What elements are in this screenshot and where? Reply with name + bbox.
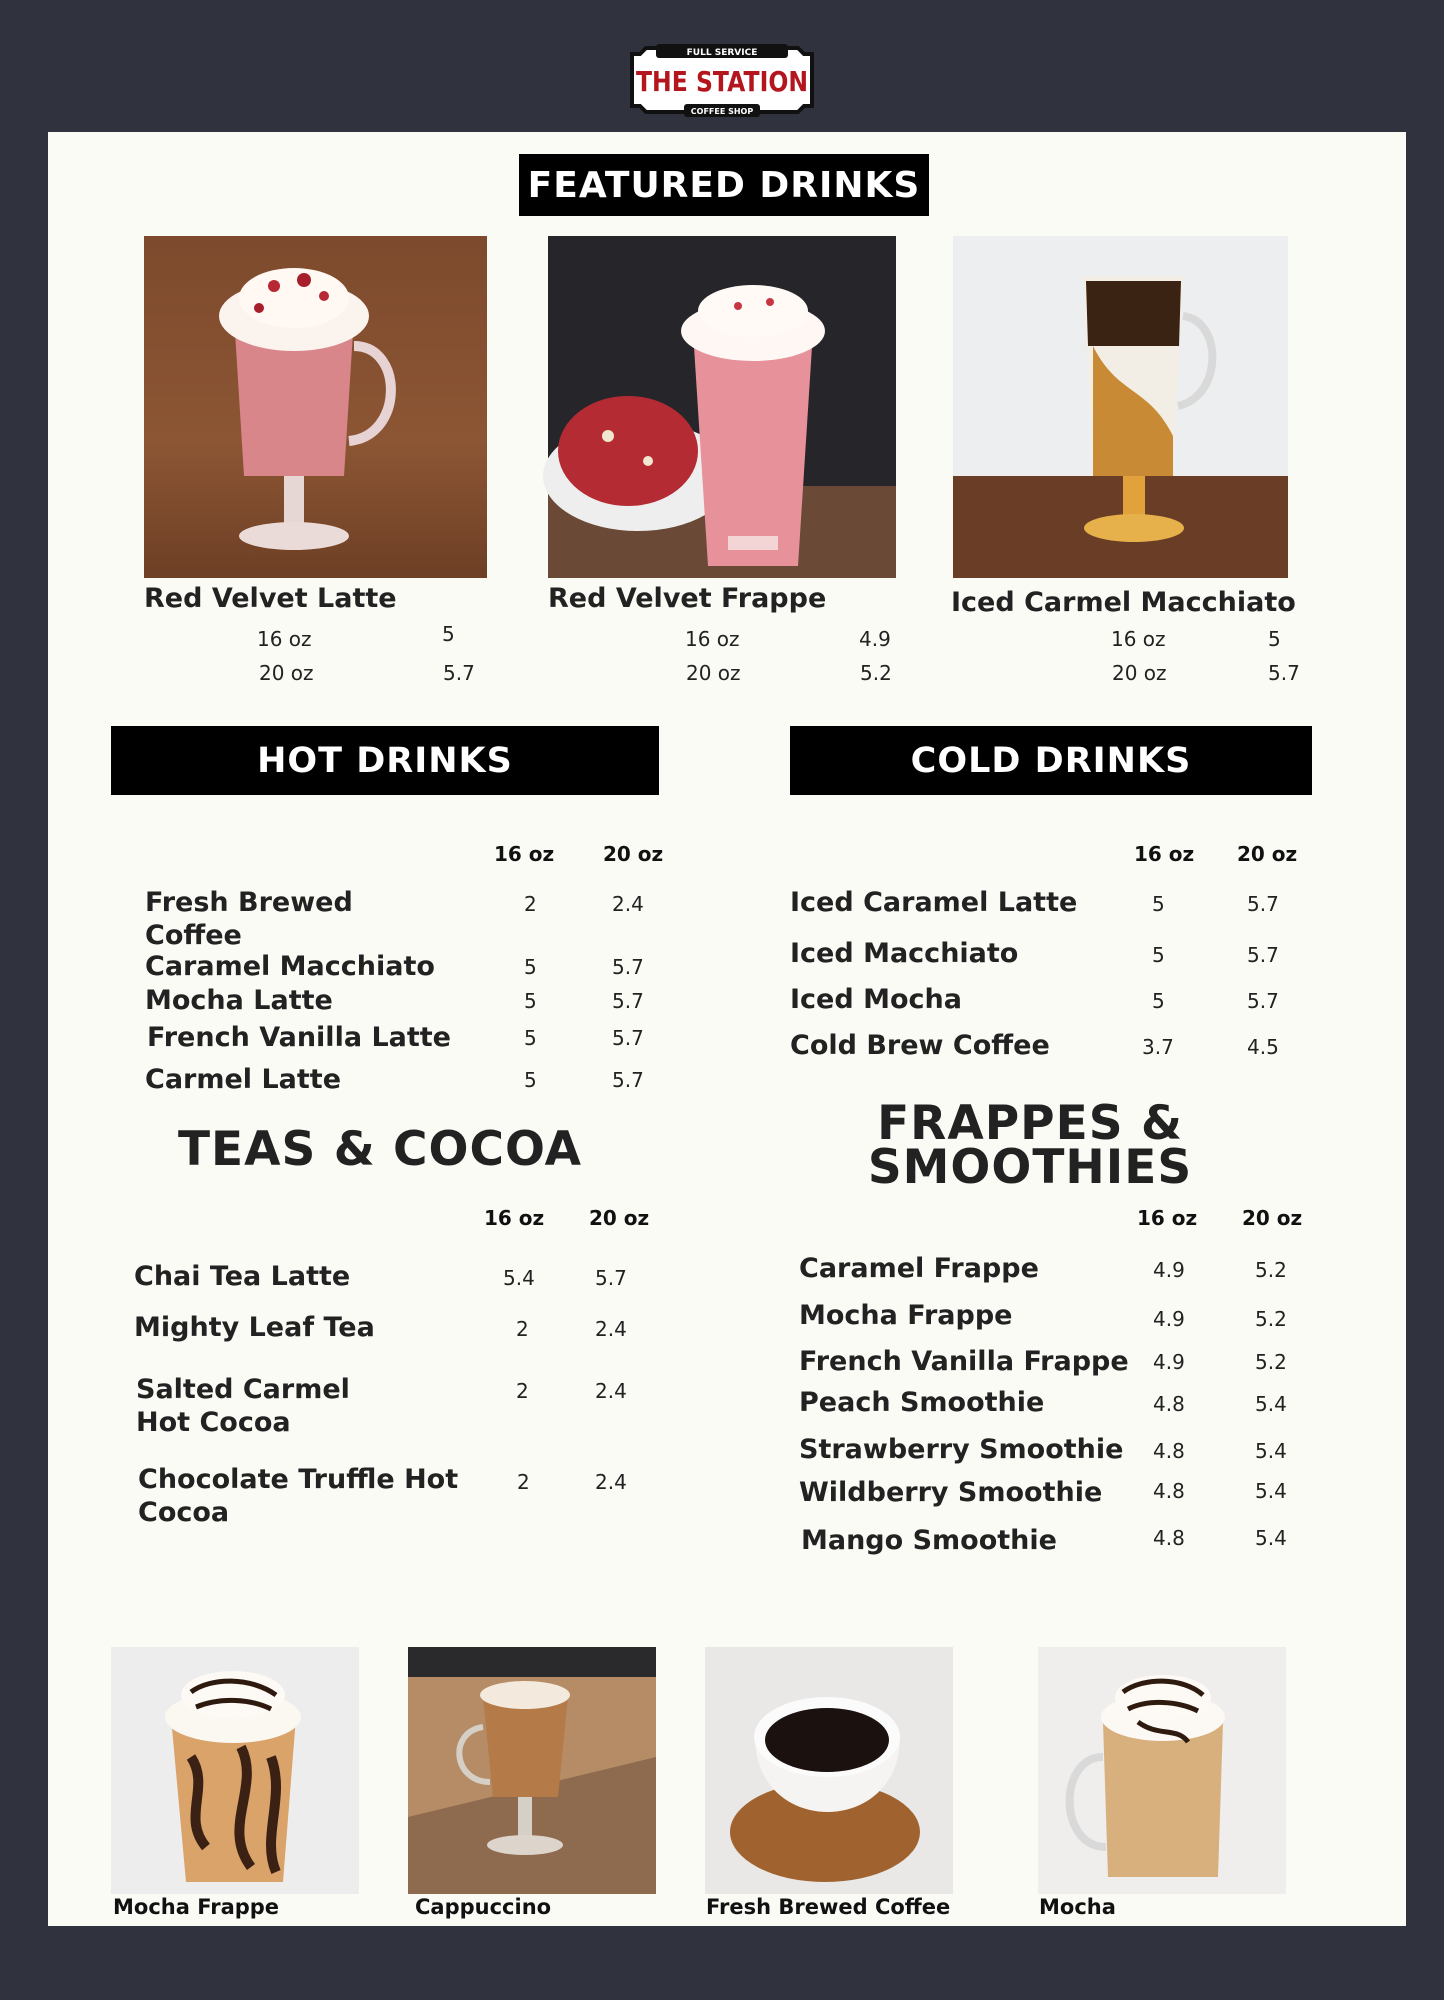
frappes-price-20: 5.4 — [1255, 1526, 1287, 1550]
cold-price-16: 5 — [1152, 943, 1165, 967]
gallery-caption: Fresh Brewed Coffee — [706, 1895, 951, 1919]
featured-title: FEATURED DRINKS — [527, 164, 921, 206]
teas-col-16: 16 oz — [484, 1206, 545, 1230]
cold-item-name: Iced Macchiato — [790, 938, 1019, 969]
hot-price-20: 5.7 — [612, 955, 644, 979]
teas-col-20: 20 oz — [589, 1206, 650, 1230]
teas-cocoa-title: TEAS & COCOA — [177, 1122, 583, 1177]
frappes-price-20: 5.2 — [1255, 1307, 1287, 1331]
frappes-price-16: 4.8 — [1153, 1479, 1185, 1503]
cold-price-20: 5.7 — [1247, 892, 1279, 916]
teas-price-16: 5.4 — [503, 1266, 535, 1290]
frappes-price-20: 5.4 — [1255, 1439, 1287, 1463]
featured-size: 16 oz — [685, 627, 740, 651]
teas-price-16: 2 — [517, 1470, 530, 1494]
frappes-price-20: 5.2 — [1255, 1350, 1287, 1374]
gallery-caption: Mocha — [1039, 1895, 1116, 1919]
featured-size: 20 oz — [686, 661, 741, 685]
featured-item-name: Iced Carmel Macchiato — [951, 587, 1296, 618]
frappes-col-16: 16 oz — [1137, 1206, 1198, 1230]
station-logo — [626, 40, 818, 120]
hot-item-name: French Vanilla Latte — [147, 1022, 451, 1053]
cold-item-name: Iced Caramel Latte — [790, 887, 1078, 918]
logo-name: THE STATION — [636, 65, 808, 98]
hot-price-16: 5 — [524, 1068, 537, 1092]
frappes-price-16: 4.9 — [1153, 1307, 1185, 1331]
featured-item-name: Red Velvet Latte — [144, 583, 397, 614]
cold-col-20: 20 oz — [1237, 842, 1298, 866]
hot-price-16: 5 — [524, 955, 537, 979]
hot-price-20: 2.4 — [612, 892, 644, 916]
logo-bottom-text: COFFEE SHOP — [690, 107, 754, 116]
frappes-price-16: 4.8 — [1153, 1439, 1185, 1463]
gallery-caption: Cappuccino — [415, 1895, 552, 1919]
cold-col-16: 16 oz — [1134, 842, 1195, 866]
frappes-item-name: Strawberry Smoothie — [799, 1434, 1124, 1465]
frappes-price-16: 4.9 — [1153, 1258, 1185, 1282]
teas-price-20: 2.4 — [595, 1379, 627, 1403]
cappuccino-photo — [408, 1647, 656, 1894]
hot-item-name: Mocha Latte — [145, 985, 333, 1016]
hot-col-20: 20 oz — [603, 842, 664, 866]
hot-col-16: 16 oz — [494, 842, 555, 866]
teas-item-name: Salted Carmel Hot Cocoa — [136, 1374, 350, 1438]
frappes-item-name: Peach Smoothie — [799, 1387, 1045, 1418]
teas-price-20: 2.4 — [595, 1317, 627, 1341]
gallery-caption: Mocha Frappe — [113, 1895, 280, 1919]
hot-item-name: Caramel Macchiato — [145, 951, 435, 982]
frappes-item-name: French Vanilla Frappe — [799, 1346, 1129, 1377]
cold-price-16: 3.7 — [1142, 1035, 1174, 1059]
cold-price-20: 4.5 — [1247, 1035, 1279, 1059]
frappes-smoothies-title — [820, 1096, 1240, 1195]
hot-item-name: Carmel Latte — [145, 1064, 342, 1095]
red-velvet-frappe-photo — [548, 236, 896, 578]
red-velvet-latte-photo — [144, 236, 487, 578]
teas-price-20: 5.7 — [595, 1266, 627, 1290]
frappes-price-16: 4.9 — [1153, 1350, 1185, 1374]
frappes-price-16: 4.8 — [1153, 1526, 1185, 1550]
frappes-item-name: Mocha Frappe — [799, 1300, 1013, 1331]
featured-price: 5 — [1268, 627, 1281, 651]
frappes-item-name: Wildberry Smoothie — [799, 1477, 1103, 1508]
teas-item-name: Chai Tea Latte — [134, 1261, 351, 1292]
hot-title: HOT DRINKS — [257, 740, 513, 781]
cold-price-20: 5.7 — [1247, 943, 1279, 967]
cold-item-name: Iced Mocha — [790, 984, 962, 1015]
mocha-photo — [1038, 1647, 1286, 1894]
cold-price-16: 5 — [1152, 989, 1165, 1013]
featured-price: 5.2 — [860, 661, 892, 685]
fresh-brewed-coffee-photo — [705, 1647, 953, 1894]
frappes-price-20: 5.4 — [1255, 1392, 1287, 1416]
featured-price: 5.7 — [443, 661, 475, 685]
featured-item-name: Red Velvet Frappe — [548, 583, 827, 614]
iced-carmel-macchiato-photo — [953, 236, 1288, 578]
cold-title: COLD DRINKS — [910, 740, 1192, 781]
featured-price: 5.7 — [1268, 661, 1300, 685]
featured-price: 5 — [442, 622, 455, 646]
hot-price-20: 5.7 — [612, 1068, 644, 1092]
hot-price-16: 2 — [524, 892, 537, 916]
frappes-col-20: 20 oz — [1242, 1206, 1303, 1230]
frappes-price-16: 4.8 — [1153, 1392, 1185, 1416]
cold-price-20: 5.7 — [1247, 989, 1279, 1013]
frappes-title-line2: SMOOTHIES — [867, 1140, 1193, 1195]
hot-price-16: 5 — [524, 1026, 537, 1050]
featured-size: 20 oz — [259, 661, 314, 685]
logo-top-text: FULL SERVICE — [686, 48, 758, 58]
hot-price-20: 5.7 — [612, 989, 644, 1013]
teas-price-16: 2 — [516, 1317, 529, 1341]
featured-size: 20 oz — [1112, 661, 1167, 685]
hot-price-20: 5.7 — [612, 1026, 644, 1050]
hot-drinks-banner — [111, 726, 659, 795]
frappes-item-name: Caramel Frappe — [799, 1253, 1039, 1284]
teas-item-name: Chocolate Truffle Hot Cocoa — [138, 1464, 459, 1528]
teas-price-16: 2 — [516, 1379, 529, 1403]
hot-price-16: 5 — [524, 989, 537, 1013]
featured-drinks-banner — [519, 154, 929, 216]
frappes-price-20: 5.2 — [1255, 1258, 1287, 1282]
cold-price-16: 5 — [1152, 892, 1165, 916]
featured-size: 16 oz — [1111, 627, 1166, 651]
frappes-price-20: 5.4 — [1255, 1479, 1287, 1503]
mocha-frappe-photo — [111, 1647, 359, 1894]
cold-item-name: Cold Brew Coffee — [790, 1030, 1050, 1061]
hot-item-name: Fresh Brewed Coffee — [145, 887, 353, 951]
featured-size: 16 oz — [257, 627, 312, 651]
teas-price-20: 2.4 — [595, 1470, 627, 1494]
cold-drinks-banner — [790, 726, 1312, 795]
frappes-item-name: Mango Smoothie — [801, 1525, 1057, 1556]
teas-item-name: Mighty Leaf Tea — [134, 1312, 375, 1343]
frappes-title-line1: FRAPPES & — [877, 1096, 1183, 1151]
featured-price: 4.9 — [859, 627, 891, 651]
